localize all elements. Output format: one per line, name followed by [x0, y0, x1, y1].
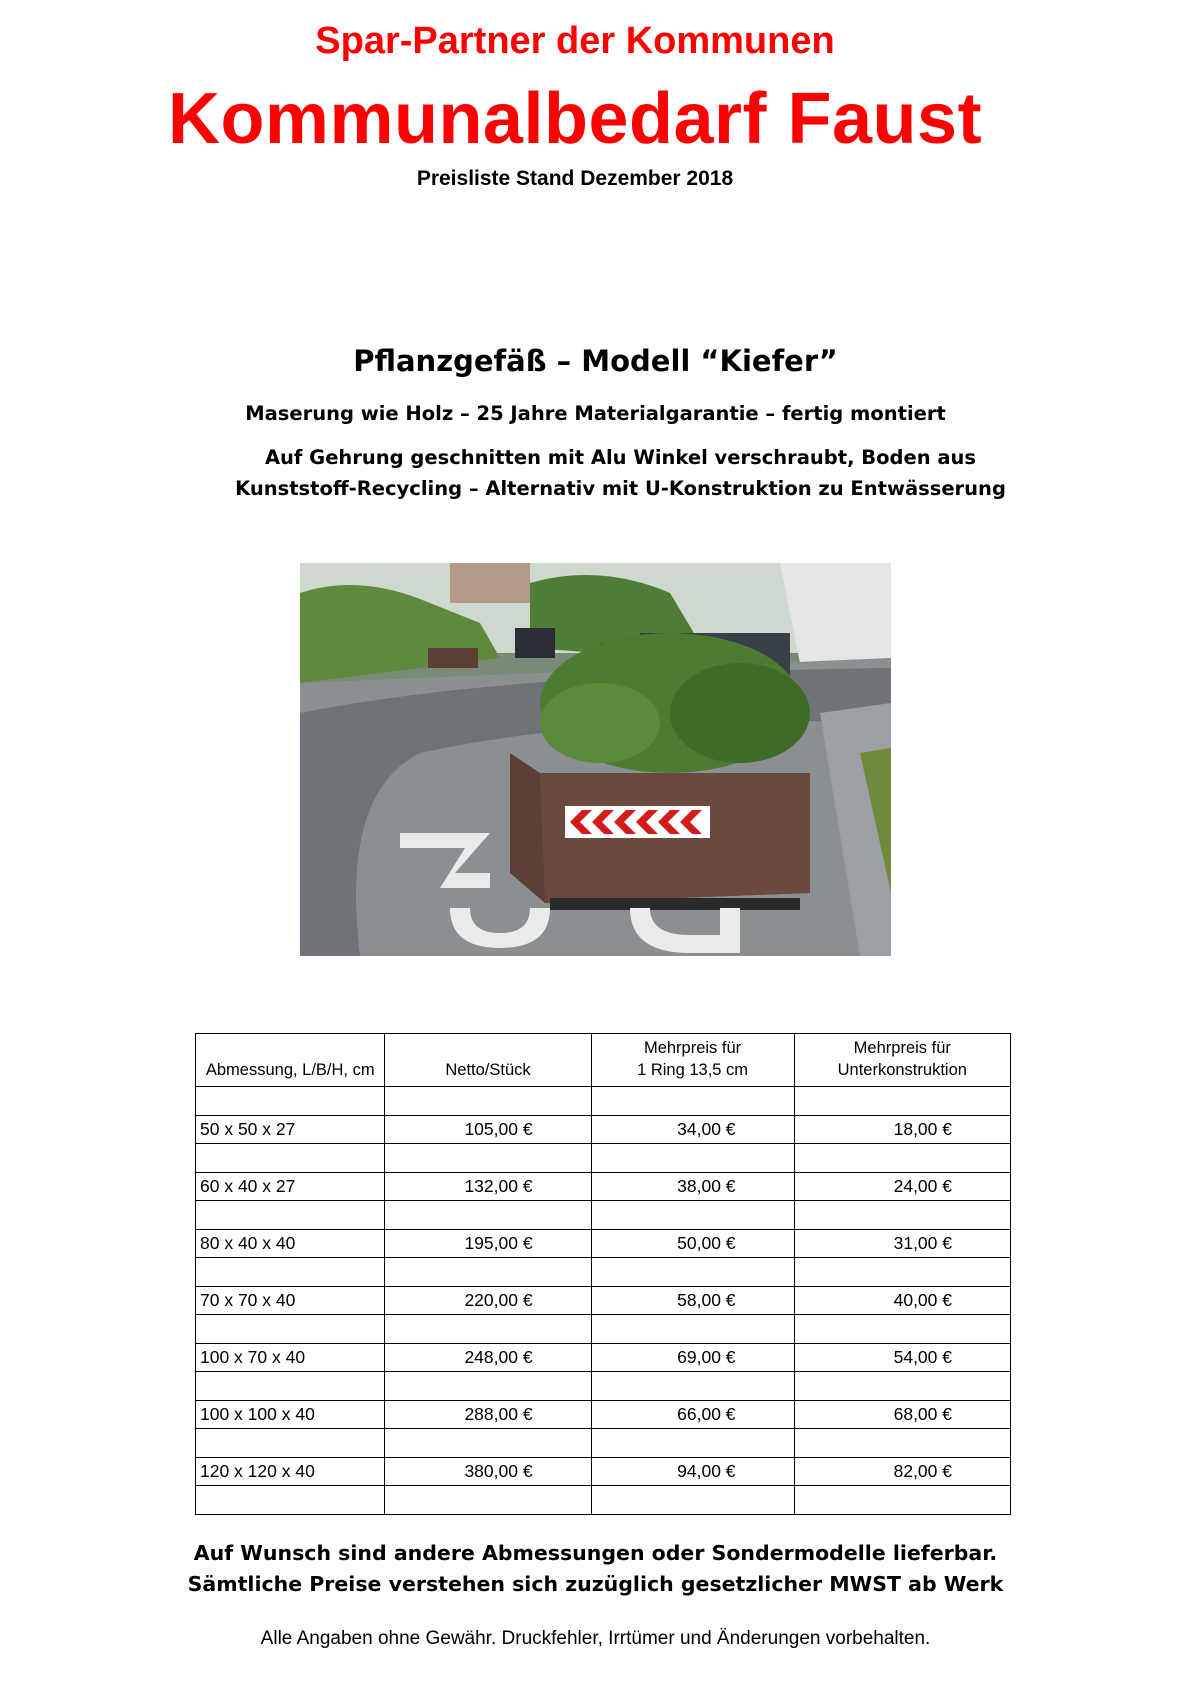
table-row	[196, 1400, 1011, 1429]
ring-price-cell: 66,00 €	[591, 1400, 794, 1429]
empty-cell	[385, 1315, 591, 1344]
company-name: Kommunalbedarf Faust	[167, 79, 983, 159]
dimensions-cell: 60 x 40 x 27	[196, 1172, 385, 1201]
empty-cell	[794, 1486, 1010, 1515]
empty-cell	[196, 1087, 385, 1116]
empty-cell	[385, 1486, 591, 1515]
table-row	[196, 1172, 1011, 1201]
empty-cell	[794, 1201, 1010, 1230]
product-title: Pflanzgefäß – Modell “Kiefer”	[353, 344, 838, 378]
substructure-price-cell: 18,00 €	[794, 1115, 1010, 1144]
net-price-cell: 380,00 €	[385, 1457, 591, 1486]
table-spacer-row	[196, 1315, 1011, 1344]
net-price-cell: 248,00 €	[385, 1343, 591, 1372]
company-tagline: Spar-Partner der Kommunen	[315, 20, 835, 62]
table-spacer-row	[196, 1372, 1011, 1401]
empty-cell	[196, 1258, 385, 1287]
empty-cell	[385, 1087, 591, 1116]
substructure-price-cell: 54,00 €	[794, 1343, 1010, 1372]
substructure-price-cell: 24,00 €	[794, 1172, 1010, 1201]
empty-cell	[591, 1258, 794, 1287]
ring-price-cell: 38,00 €	[591, 1172, 794, 1201]
note-custom-sizes: Auf Wunsch sind andere Abmessungen oder Sondermodelle lieferbar.	[193, 1541, 998, 1565]
notes	[0, 1538, 1191, 1600]
empty-cell	[385, 1201, 591, 1230]
substructure-price-cell: 31,00 €	[794, 1229, 1010, 1258]
ring-price-cell: 34,00 €	[591, 1115, 794, 1144]
disclaimer: Alle Angaben ohne Gewähr. Druckfehler, Irrtümer und Änderungen vorbehalten.	[260, 1628, 931, 1649]
table-body	[196, 1087, 1011, 1515]
table-spacer-row	[196, 1429, 1011, 1458]
empty-cell	[385, 1372, 591, 1401]
header-dimensions: Abmessung, L/B/H, cm	[196, 1034, 385, 1087]
empty-cell	[196, 1372, 385, 1401]
empty-cell	[385, 1144, 591, 1173]
empty-cell	[196, 1429, 385, 1458]
empty-cell	[591, 1486, 794, 1515]
product-features: Maserung wie Holz – 25 Jahre Materialgarantie – fertig montiert	[245, 402, 946, 425]
empty-cell	[794, 1315, 1010, 1344]
table-spacer-row	[196, 1258, 1011, 1287]
empty-cell	[591, 1201, 794, 1230]
empty-cell	[196, 1315, 385, 1344]
empty-cell	[591, 1144, 794, 1173]
dimensions-cell: 80 x 40 x 40	[196, 1229, 385, 1258]
dimensions-cell: 100 x 70 x 40	[196, 1343, 385, 1372]
net-price-cell: 132,00 €	[385, 1172, 591, 1201]
product-description: Auf Gehrung geschnitten mit Alu Winkel verschraubt, Boden aus Kunststoff-Recycling – Alternativ mit U-Konstruktion zu Entwässerung	[235, 446, 1006, 500]
note-vat: Sämtliche Preise verstehen sich zuzüglich gesetzlicher MWST ab Werk	[187, 1572, 1004, 1596]
substructure-price-cell: 82,00 €	[794, 1457, 1010, 1486]
table-row	[196, 1286, 1011, 1315]
net-price-cell: 105,00 €	[385, 1115, 591, 1144]
empty-cell	[794, 1258, 1010, 1287]
empty-cell	[385, 1258, 591, 1287]
empty-cell	[591, 1429, 794, 1458]
empty-cell	[794, 1087, 1010, 1116]
header-sub-line2: Unterkonstruktion	[837, 1061, 967, 1079]
empty-cell	[591, 1372, 794, 1401]
price-table	[195, 1033, 1011, 1515]
substructure-price-cell: 68,00 €	[794, 1400, 1010, 1429]
empty-cell	[794, 1372, 1010, 1401]
table-spacer-row	[196, 1087, 1011, 1116]
empty-cell	[794, 1144, 1010, 1173]
empty-cell	[385, 1429, 591, 1458]
table-spacer-row	[196, 1144, 1011, 1173]
empty-cell	[591, 1087, 794, 1116]
net-price-cell: 195,00 €	[385, 1229, 591, 1258]
header-ring-surcharge	[591, 1034, 794, 1087]
table-spacer-row	[196, 1486, 1011, 1515]
header-sub-line1: Mehrpreis für	[853, 1039, 951, 1057]
pricelist-date: Preisliste Stand Dezember 2018	[416, 167, 734, 190]
net-price-cell: 220,00 €	[385, 1286, 591, 1315]
dimensions-cell: 120 x 120 x 40	[196, 1457, 385, 1486]
dimensions-cell: 50 x 50 x 27	[196, 1115, 385, 1144]
table-row	[196, 1229, 1011, 1258]
header-ring-line2: 1 Ring 13,5 cm	[637, 1061, 749, 1079]
table-header-row	[196, 1034, 1011, 1087]
empty-cell	[196, 1144, 385, 1173]
empty-cell	[591, 1315, 794, 1344]
product-photo	[300, 563, 891, 956]
ring-price-cell: 50,00 €	[591, 1229, 794, 1258]
header-substructure-surcharge	[794, 1034, 1010, 1087]
empty-cell	[794, 1429, 1010, 1458]
table-spacer-row	[196, 1201, 1011, 1230]
header-ring-line1: Mehrpreis für	[643, 1039, 742, 1057]
table-row	[196, 1115, 1011, 1144]
table-row	[196, 1457, 1011, 1486]
ring-price-cell: 94,00 €	[591, 1457, 794, 1486]
ring-price-cell: 69,00 €	[591, 1343, 794, 1372]
table-row	[196, 1343, 1011, 1372]
dimensions-cell: 100 x 100 x 40	[196, 1400, 385, 1429]
net-price-cell: 288,00 €	[385, 1400, 591, 1429]
header-net-price: Netto/Stück	[385, 1034, 591, 1087]
empty-cell	[196, 1486, 385, 1515]
substructure-price-cell: 40,00 €	[794, 1286, 1010, 1315]
dimensions-cell: 70 x 70 x 40	[196, 1286, 385, 1315]
empty-cell	[196, 1201, 385, 1230]
ring-price-cell: 58,00 €	[591, 1286, 794, 1315]
